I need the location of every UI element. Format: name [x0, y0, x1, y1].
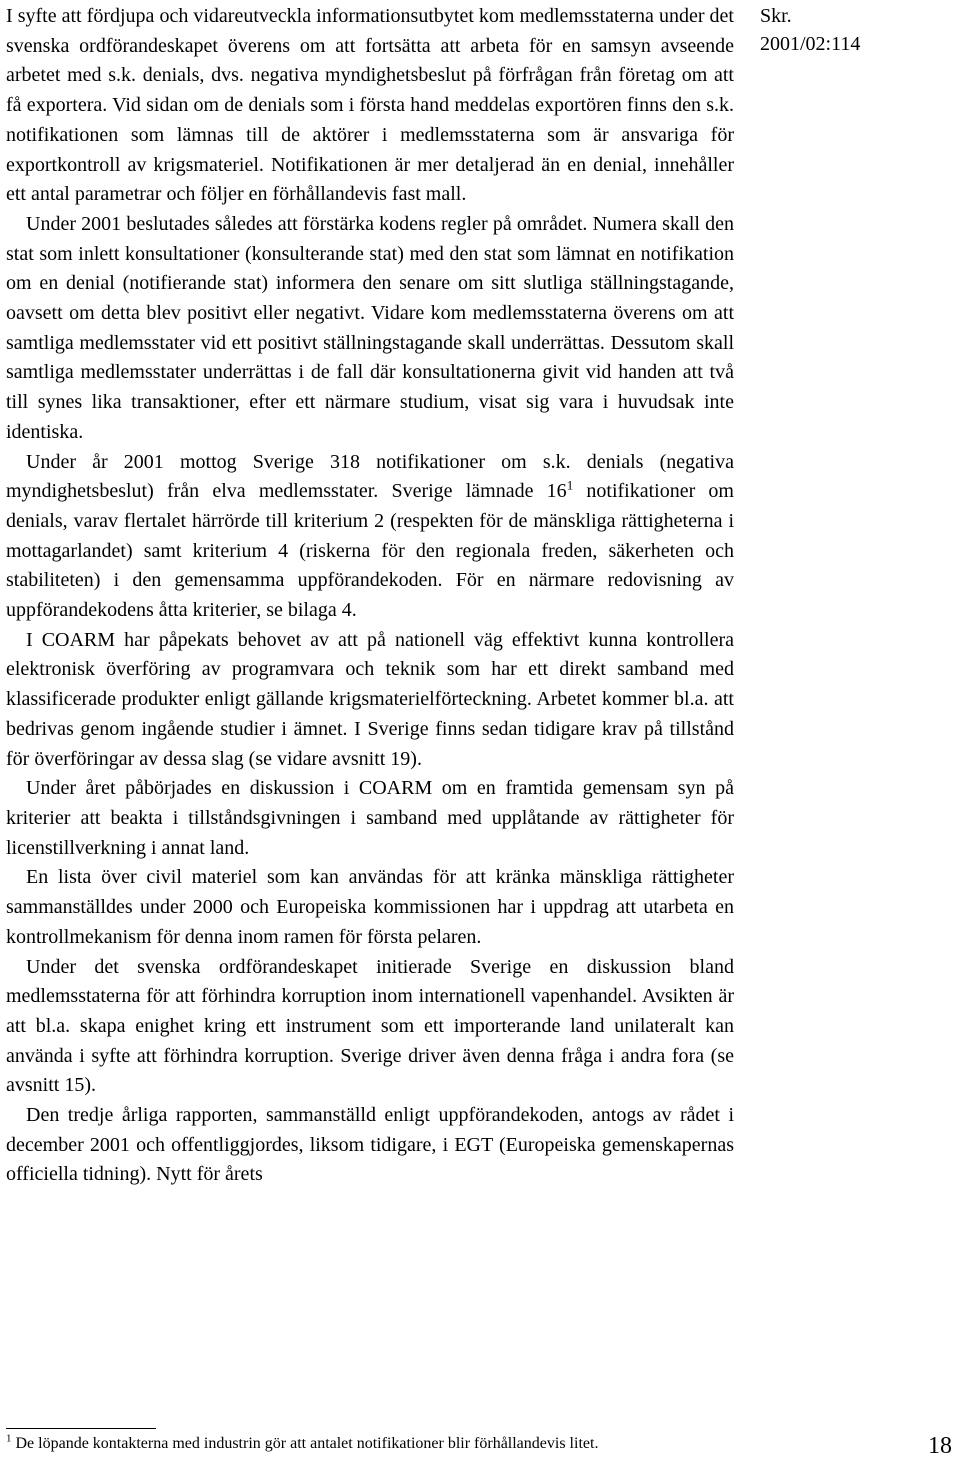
paragraph-text: Under år 2001 mottog Sverige 318 notifikationer om s.k. denials (negativa myndighetsbeslut) från elva medlemsstater. Sverige lämnade 16	[6, 450, 734, 503]
paragraph: Under året påbörjades en diskussion i COARM om en framtida gemensam syn på kriterier att beakta i tillståndsgivningen i samband med upplåtande av rättigheter för licenstillverkning i annat land.	[6, 777, 734, 859]
reference-number: 2001/02:114	[760, 33, 861, 55]
paragraph: Under det svenska ordförandeskapet initierade Sverige en diskussion bland medlemsstaterna för att förhindra korruption inom internationell vapenhandel. Avsikten är att bl.a. skapa enighet kring ett instrument som ett importerande land unilateralt kan använda i syfte att förhindra korruption. Sverige driver även denna fråga i andra fora (se avsnitt 15).	[6, 955, 734, 1097]
paragraph: I COARM har påpekats behovet av att på nationell väg effektivt kunna kontrollera elektronisk överföring av programvara och teknik som har ett direkt samband med klassificerade produkter enligt gällande krigsmaterielförteckning. Arbetet kommer bl.a. att bedrivas genom ingående studier i ämnet. I Sverige finns sedan tidigare krav på tillstånd för överföringar av dessa slag (se vidare avsnitt 19).	[6, 628, 734, 770]
page-number: 18	[928, 1433, 952, 1459]
paragraph: I syfte att fördjupa och vidareutveckla informationsutbytet kom medlemsstaterna under det svenska ordförandeskapet överens om att fortsätta att arbeta för en samsyn avseende arbetet med s.k. denials, dvs. negativa myndighetsbeslut på förfrågan från företag om att få exportera. Vid sidan om de denials som i första hand meddelas exportören finns den s.k. notifikationen som lämnas till de aktörer i medlemsstaterna som är ansvariga för exportkontroll av krigsmateriel. Notifikationen är mer detaljerad än en denial, innehåller ett antal parametrar och följer en förhållandevis fast mall.	[6, 5, 734, 206]
paragraph	[6, 448, 734, 626]
paragraph: En lista över civil materiel som kan användas för att kränka mänskliga rättigheter sammanställdes under 2000 och Europeiska kommissionen har i uppdrag att utarbeta en kontrollmekanism för denna inom ramen för första pelaren.	[6, 866, 734, 948]
paragraph: Den tredje årliga rapporten, sammanställd enligt uppförandekoden, antogs av rådet i december 2001 och offentliggjordes, liksom tidigare, i EGT (Europeiska gemenskapernas officiella tidning). Nytt för årets	[6, 1104, 734, 1186]
document-reference	[760, 2, 860, 58]
body-text	[6, 2, 734, 1190]
footnote-reference: 1	[566, 477, 574, 493]
footnote-text: De löpande kontakterna med industrin gör att antalet notifikationer blir förhållandevis litet.	[11, 1435, 599, 1452]
footnote-divider	[6, 1428, 156, 1429]
paragraph: Under 2001 beslutades således att förstärka kodens regler på området. Numera skall den stat som inlett konsultationer (konsulterande stat) med den stat som lämnat en notifikation om en denial (notifierande stat) informera den senare om sitt slutliga ställningstagande, oavsett om detta blev positivt eller negativt. Vidare kom medlemsstaterna överens om att samtliga medlemsstater vid ett positivt ställningstagande skall underrättas. Dessutom skall samtliga medlemsstater underrättas i de fall där konsultationerna givit vid handen att två till synes lika transaktioner, efter ett närmare studium, visat sig vara i huvudsak inte identiska.	[6, 212, 734, 443]
reference-label: Skr.	[760, 5, 792, 27]
footnote	[6, 1433, 598, 1455]
paragraph-text: notifikationer om denials, varav flertalet härrörde till kriterium 2 (respekten för de mänskliga rättigheterna i mottagarlandet) samt kriterium 4 (riskerna för den regionala freden, säkerheten och stabiliteten) i den gemensamma uppförandekoden. För en närmare redovisning av uppförandekodens åtta kriterier, se bilaga 4.	[6, 480, 734, 622]
footnote-marker: 1	[6, 1432, 12, 1445]
